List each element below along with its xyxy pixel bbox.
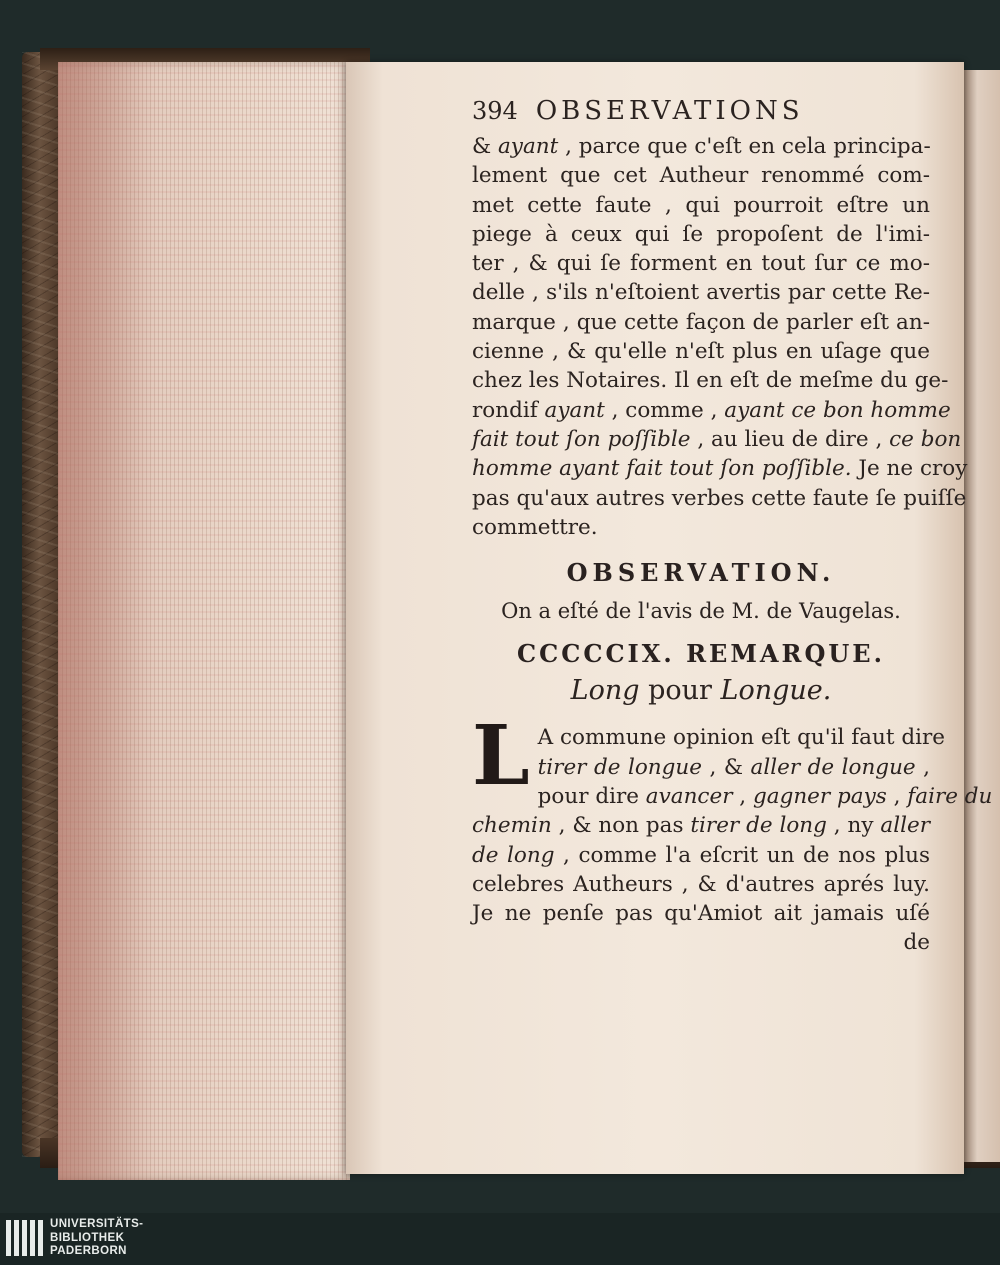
text-line (472, 484, 967, 513)
text-line (472, 753, 930, 782)
text-run: , au lieu de dire , (690, 426, 890, 452)
text-run: & (472, 134, 498, 159)
text-run: , ny (826, 813, 881, 839)
text-line (472, 870, 930, 899)
italic-run: de long (472, 842, 555, 868)
text-run: chez les Notaires. Il en eſt de meſme du ge- (472, 368, 949, 394)
italic-run: ayant (544, 397, 605, 423)
running-header (472, 94, 930, 128)
page-text (472, 94, 993, 958)
text-line (472, 132, 930, 161)
page-number: 394 (472, 97, 518, 125)
text-line (472, 723, 945, 752)
text-run: , (886, 783, 908, 809)
text-line (472, 454, 968, 483)
text-run: lement que cet Autheur renommé com- (472, 163, 930, 189)
library-logo-icon (6, 1220, 43, 1256)
italic-run: Long (570, 675, 640, 707)
text-run: marque , que cette façon de parler eſt an- (472, 309, 930, 335)
italic-run: tirer de longue (537, 754, 702, 780)
text-line (472, 337, 930, 366)
facing-page-edge (962, 70, 1000, 1162)
catchword: de (903, 930, 930, 956)
text-line (472, 841, 930, 870)
text-line (472, 811, 930, 840)
text-run: , parce que c'eſt en cela principa- (558, 134, 931, 159)
text-line (472, 396, 951, 425)
library-logo-text (50, 1218, 143, 1259)
text-run: , (732, 783, 753, 809)
text-run: celebres Autheurs , & d'autres aprés luy. (472, 871, 930, 897)
italic-run: homme ayant fait tout ſon poſſible. (472, 456, 852, 482)
text-line (472, 161, 930, 190)
text-run: met cette faute , qui pourroit eſtre un (472, 192, 930, 218)
text-line (472, 308, 930, 337)
text-line (472, 191, 930, 220)
text-run: , comme l'a eſcrit un de nos plus (554, 842, 930, 868)
text-run: pour dire (537, 783, 646, 809)
logo-line-1: UNIVERSITÄTS- (50, 1218, 144, 1230)
text-run: Je ne croy (851, 456, 968, 482)
text-line (472, 513, 930, 542)
text-run: rondif (472, 397, 545, 423)
italic-run: ayant ce bon homme (724, 397, 951, 423)
italic-run: ayant (497, 134, 559, 159)
text-run: pas qu'aux autres verbes cette faute ſe puiſſe (472, 485, 967, 511)
text-run: commettre. (472, 514, 598, 540)
text-run: , (915, 754, 930, 780)
remark-title (472, 676, 930, 705)
logo-line-3: PADERBORN (50, 1245, 127, 1257)
italic-run: chemin (472, 813, 552, 839)
logo-line-2: BIBLIOTHEK (50, 1231, 125, 1244)
text-line (472, 220, 930, 249)
running-title: OBSERVATIONS (535, 96, 804, 126)
italic-run: tirer de long (690, 813, 827, 839)
body-text-bottom (472, 708, 993, 928)
text-line (472, 425, 962, 454)
observation-heading: OBSERVATION. (566, 558, 836, 588)
text-line (472, 278, 930, 307)
text-run: cienne , & qu'elle n'eſt plus en uſage que (472, 339, 930, 365)
italic-run: avancer (645, 783, 733, 809)
italic-run: fait tout ſon poſſible (472, 426, 691, 452)
observation-note: On a eſté de l'avis de M. de Vaugelas. (501, 599, 901, 624)
text-line (472, 366, 949, 395)
text-run: , & (701, 754, 751, 780)
text-run: ter , & qui ſe forment en tout ſur ce mo- (472, 251, 930, 277)
body-text-top (472, 132, 968, 542)
text-run: A commune opinion eſt qu'il faut dire (537, 725, 945, 751)
text-run: Je ne penſe pas qu'Amiot ait jamais uſé (472, 901, 930, 927)
italic-run: ce bon (889, 426, 962, 452)
italic-run: aller (880, 813, 930, 839)
italic-run: gagner pays (752, 783, 887, 809)
library-footer (0, 1213, 1000, 1265)
remark-paragraph (472, 708, 993, 928)
text-run: delle , s'ils n'eſtoient avertis par cette Re- (472, 280, 930, 306)
italic-run: faire du (907, 783, 993, 809)
text-run: , & non pas (551, 813, 691, 839)
italic-run: Longue. (720, 675, 832, 707)
remark-heading: CCCCCIX. REMARQUE. (517, 638, 885, 668)
page-block-edges (58, 62, 350, 1180)
text-run: piege à ceux qui ſe propoſent de l'imi- (472, 221, 930, 247)
text-run: , comme , (604, 397, 725, 423)
text-line (472, 899, 930, 928)
drop-cap: L (472, 708, 530, 805)
italic-run: aller de longue (750, 754, 916, 780)
text-line (472, 782, 993, 811)
text-run: pour (639, 675, 721, 707)
text-line (472, 249, 930, 278)
